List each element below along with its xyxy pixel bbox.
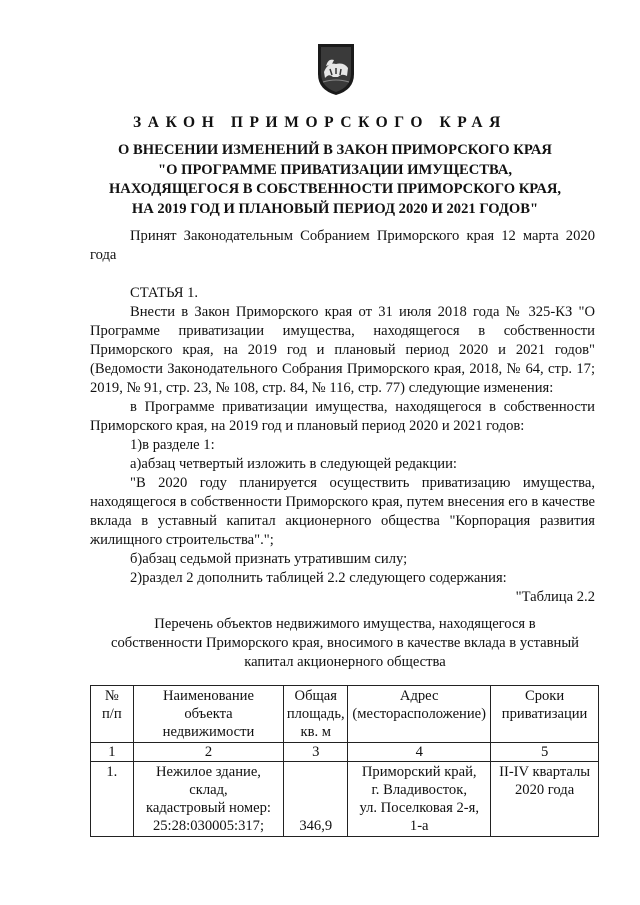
header-cell-address: Адрес (месторасположение) <box>348 686 491 743</box>
column-number: 5 <box>491 743 599 762</box>
header-cell-area: Общая площадь, кв. м <box>284 686 348 743</box>
table-header-row <box>91 686 599 743</box>
coat-of-arms-icon <box>314 42 358 96</box>
quoted-paragraph: "В 2020 году планируется осуществить приватизацию имущества, находящегося в собственности Приморского края, путем внесения его в качестве вклада в уставный капитал акционерного общества "Корпорация развития жилищного строительства"."; <box>90 475 595 548</box>
subtitle-line: О ВНЕСЕНИИ ИЗМЕНЕНИЙ В ЗАКОН ПРИМОРСКОГО КРАЯ <box>118 142 552 158</box>
table-title-line: капитал акционерного общества <box>244 654 446 670</box>
table-title <box>95 615 595 672</box>
column-number: 1 <box>91 743 134 762</box>
item-2: 2)раздел 2 дополнить таблицей 2.2 следующего содержания: <box>130 570 507 586</box>
row-address: Приморский край, г. Владивосток, ул. Поселковая 2-я, 1-а <box>348 762 491 837</box>
adoption-note: Принят Законодательным Собранием Приморского края 12 марта 2020 года <box>90 228 595 263</box>
column-number: 4 <box>348 743 491 762</box>
article-heading: СТАТЬЯ 1. <box>130 285 199 301</box>
table-title-line: собственности Приморского края, вносимого в качестве вклада в уставный <box>111 635 579 651</box>
header-cell-number: № п/п <box>91 686 134 743</box>
table-title-line: Перечень объектов недвижимого имущества, находящегося в <box>154 616 536 632</box>
law-subtitle <box>60 141 610 219</box>
subtitle-line: "О ПРОГРАММЕ ПРИВАТИЗАЦИИ ИМУЩЕСТВА, <box>157 161 513 178</box>
column-number-row <box>91 743 599 762</box>
table-reference: "Таблица 2.2 <box>515 589 595 605</box>
item-1: 1)в разделе 1: <box>130 437 215 453</box>
row-object-name: Нежилое здание, склад, кадастровый номер: 25:28:030005:317; <box>133 762 284 837</box>
law-body <box>90 227 595 607</box>
subtitle-line: НА 2019 ГОД И ПЛАНОВЫЙ ПЕРИОД 2020 И 2021 ГОДОВ" <box>131 200 539 217</box>
property-table <box>90 685 599 837</box>
column-number: 3 <box>284 743 348 762</box>
program-paragraph: в Программе приватизации имущества, находящегося в собственности Приморского края, на 2019 год и плановый период 2020 и 2021 годов: <box>90 399 595 434</box>
table-row <box>91 762 599 837</box>
row-area: 346,9 <box>284 762 348 837</box>
row-term: II-IV кварталы 2020 года <box>491 762 599 837</box>
intro-paragraph: Внести в Закон Приморского края от 31 июля 2018 года № 325-КЗ "О Программе приватизации имущества, находящегося в собственности Приморского края, на 2019 год и плановый период 2020 и 2021 годов" (Ведомости Законодательного Собрания Приморского края, 2018, № 64, стр. 17; 2019, № 91, стр. 23, № 108, стр. 84, № 116, стр. 77) следующие изменения: <box>90 304 595 396</box>
header-cell-term: Сроки приватизации <box>491 686 599 743</box>
law-title: ЗАКОН ПРИМОРСКОГО КРАЯ <box>133 114 507 131</box>
header-cell-name: Наименование объекта недвижимости <box>133 686 284 743</box>
column-number: 2 <box>133 743 284 762</box>
row-number: 1. <box>91 762 134 837</box>
item-1b: б)абзац седьмой признать утратившим силу; <box>130 551 408 567</box>
item-1a: а)абзац четвертый изложить в следующей редакции: <box>130 456 457 472</box>
subtitle-line: НАХОДЯЩЕГОСЯ В СОБСТВЕННОСТИ ПРИМОРСКОГО КРАЯ, <box>108 181 562 197</box>
